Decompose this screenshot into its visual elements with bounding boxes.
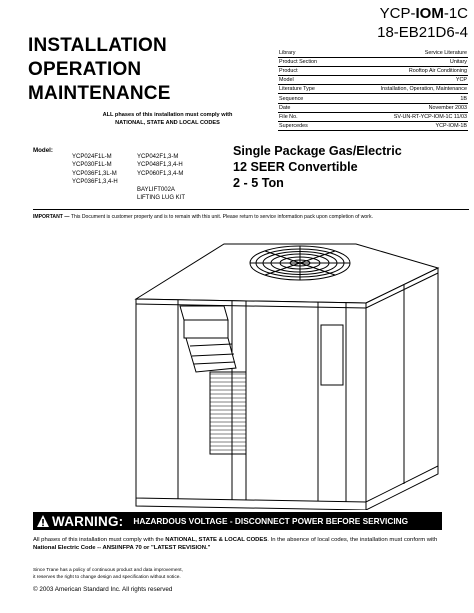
table-row — [278, 121, 468, 130]
table-row — [278, 76, 468, 85]
divider — [33, 209, 469, 210]
lit-label: Supercedes — [278, 121, 337, 130]
lit-value: Installation, Operation, Maintenance — [337, 85, 468, 94]
codes-part1: All phases of this installation must comply with the — [33, 537, 166, 543]
doc-code-prefix: YCP- — [379, 5, 416, 22]
policy-note — [33, 568, 183, 581]
warning-message: HAZARDOUS VOLTAGE - DISCONNECT POWER BEFORE SERVICING — [133, 516, 409, 526]
list-item: YCP030F1L-M — [72, 162, 112, 169]
codes-part2: . In the absence of local codes, the installation must conform with — [267, 537, 438, 543]
lit-label: Library — [278, 49, 337, 58]
lit-label: Product — [278, 67, 337, 76]
lit-value: Rooftop Air Conditioning — [337, 67, 468, 76]
product-description — [233, 143, 468, 191]
lit-label: Date — [278, 103, 337, 112]
table-row — [278, 94, 468, 103]
phase-note-line1: ALL phases of this installation must comply with — [102, 112, 233, 118]
lit-label: Product Section — [278, 58, 337, 67]
phase-note-line2: NATIONAL, STATE AND LOCAL CODES — [115, 119, 220, 126]
title-line-installation: INSTALLATION — [28, 35, 167, 56]
table-row — [278, 67, 468, 76]
lit-value: YCP-IOM-1B — [337, 121, 468, 130]
product-line2: 12 SEER Convertible — [233, 160, 358, 174]
lit-value: YCP — [337, 76, 468, 85]
model-list-right — [137, 153, 185, 203]
policy-line2: it reserves the right to change design and specification without notice. — [33, 574, 181, 580]
list-item: YCP060F1,3,4-M — [137, 170, 184, 177]
doc-code-line — [300, 4, 468, 23]
codes-compliance-note — [33, 536, 453, 553]
list-item: YCP024F1L-M — [72, 154, 112, 160]
codes-bold1: NATIONAL, STATE & LOCAL CODES — [165, 537, 268, 543]
table-row — [278, 58, 468, 67]
list-spacer — [137, 178, 185, 186]
list-item: LIFTING LUG KIT — [137, 195, 186, 202]
table-row — [278, 85, 468, 94]
list-item: YCP036F1,3L-M — [72, 170, 117, 177]
lit-value: November 2003 — [337, 103, 468, 112]
title-line-maintenance: MAINTENANCE — [28, 83, 171, 104]
hazard-warning-banner — [33, 512, 442, 530]
list-item: YCP036F1,3,4-H — [72, 178, 118, 185]
phase-compliance-note — [60, 112, 275, 127]
list-item: YCP042F1,3-M — [137, 154, 179, 160]
lit-value: SV-UN-RT-YCP-IOM-1C 11/03 — [337, 112, 468, 121]
rooftop-unit-illustration — [0, 218, 474, 510]
lit-value: Service Literature — [337, 49, 468, 58]
codes-bold2: National Electric Code -- ANSI/NFPA 70 or "LATEST REVISION." — [33, 545, 211, 552]
table-row — [278, 112, 468, 121]
policy-line1: Since Trane has a policy of continuous product and data improvement, — [33, 568, 183, 573]
doc-number: 18-EB21D6-4 — [377, 24, 468, 41]
list-item: YCP048F1,3,4-H — [137, 162, 183, 169]
literature-info-table — [278, 49, 468, 131]
document-title — [28, 34, 268, 106]
list-item: BAYLIFT002A — [137, 187, 175, 194]
document-code — [300, 4, 468, 42]
title-line-operation: OPERATION — [28, 59, 142, 80]
product-line1: Single Package Gas/Electric — [233, 144, 402, 158]
models-label: Model: — [33, 147, 53, 154]
lit-label: Sequence — [278, 94, 337, 103]
product-line3: 2 - 5 Ton — [233, 176, 284, 190]
lit-label: Model — [278, 76, 337, 85]
model-list-left — [72, 153, 118, 186]
important-text: This Document is customer property and is to remain with this unit. Please return to service information pack upon completion of work. — [70, 214, 373, 220]
doc-code-bold: IOM — [415, 5, 444, 22]
copyright-notice: © 2003 American Standard Inc. All rights reserved — [33, 586, 173, 593]
warning-triangle-icon — [36, 514, 50, 528]
lit-label: File No. — [278, 112, 337, 121]
warning-word: WARNING: — [52, 513, 124, 529]
lit-value: 1B — [337, 94, 468, 103]
table-row — [278, 49, 468, 58]
important-lead: IMPORTANT — — [33, 214, 71, 220]
table-row — [278, 103, 468, 112]
doc-code-suffix: -1C — [443, 5, 468, 22]
lit-label: Literature Type — [278, 85, 337, 94]
lit-value: Unitary — [337, 58, 468, 67]
